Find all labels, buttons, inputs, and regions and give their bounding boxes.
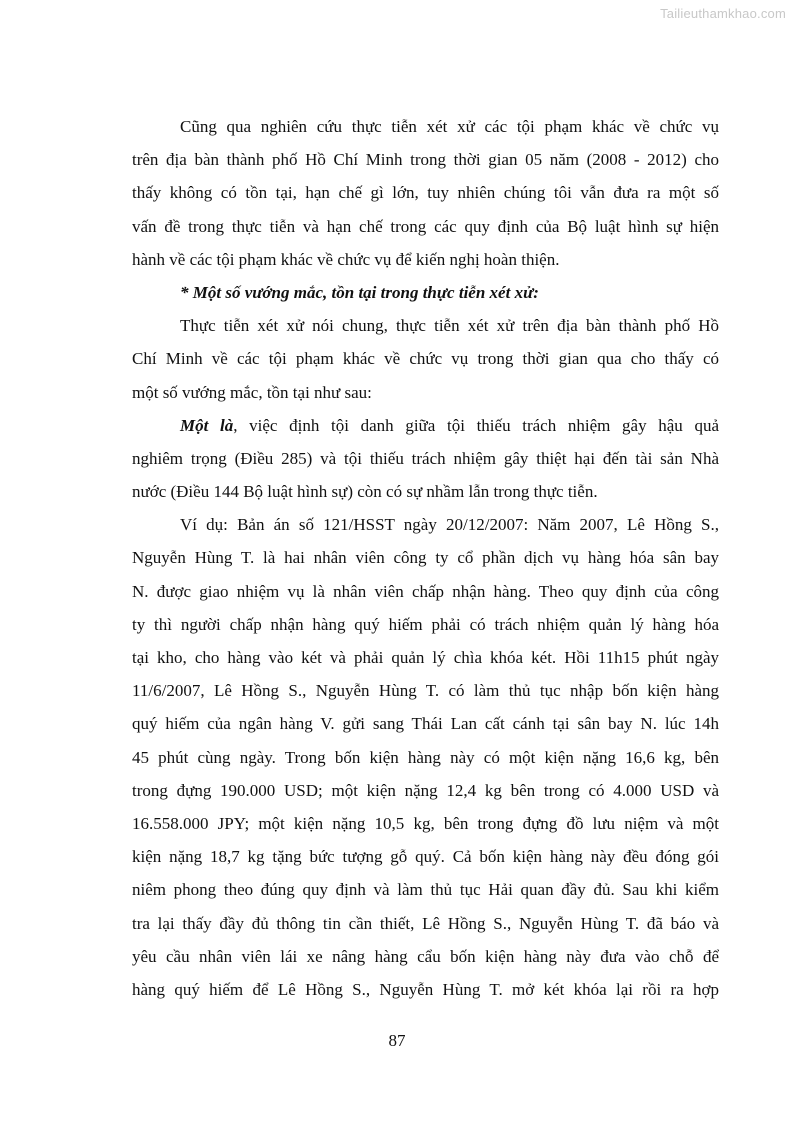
section-heading-text: * Một số vướng mắc, tồn tại trong thực tiễn xét xử: xyxy=(180,282,539,302)
paragraph-example xyxy=(132,508,719,1006)
text-line: Cũng qua nghiên cứu thực tiễn xét xử các tội phạm khác về chức vụ xyxy=(180,117,719,136)
text-line: một số vướng mắc, tồn tại như sau: xyxy=(132,382,372,402)
text-line: 45 phút cùng ngày. Trong bốn kiện hàng này có một kiện nặng 16,6 kg, bên xyxy=(132,747,719,767)
text-line: tra lại thấy đầy đủ thông tin cần thiết, Lê Hồng S., Nguyễn Hùng T. đã báo và xyxy=(132,913,719,933)
text-line: nước (Điều 144 Bộ luật hình sự) còn có sự nhầm lẫn trong thực tiễn. xyxy=(132,482,598,502)
text-line: Thực tiễn xét xử nói chung, thực tiễn xét xử trên địa bàn thành phố Hồ xyxy=(180,316,719,336)
text-line: N. được giao nhiệm vụ là nhân viên chấp nhận hàng. Theo quy định của công xyxy=(132,581,719,601)
text-line: 11/6/2007, Lê Hồng S., Nguyễn Hùng T. có làm thủ tục nhập bốn kiện hàng xyxy=(132,681,719,701)
paragraph-intro xyxy=(132,110,719,276)
text-line: vấn đề trong thực tiễn và hạn chế trong các quy định của Bộ luật hình sự hiện xyxy=(132,216,719,236)
text-line: 16.558.000 JPY; một kiện nặng 10,5 kg, bên trong đựng đồ lưu niệm và một xyxy=(132,813,719,833)
text-line: hành về các tội phạm khác về chức vụ để kiến nghị hoàn thiện. xyxy=(132,249,560,269)
text-line xyxy=(132,409,719,442)
text-line: Nguyễn Hùng T. là hai nhân viên công ty cổ phần dịch vụ hàng hóa sân bay xyxy=(132,548,719,568)
paragraph-first-issue xyxy=(132,409,719,509)
text-line: ty thì người chấp nhận hàng quý hiếm phải có trách nhiệm quản lý hàng hóa xyxy=(132,614,719,634)
text-line: Ví dụ: Bản án số 121/HSST ngày 20/12/2007: Năm 2007, Lê Hồng S., xyxy=(180,515,719,535)
text-line: quý hiếm của ngân hàng V. gửi sang Thái Lan cất cánh tại sân bay N. lúc 14h xyxy=(132,714,719,734)
watermark: Tailieuthamkhao.com xyxy=(660,6,786,21)
paragraph-practice xyxy=(132,309,719,409)
text-line: Chí Minh về các tội phạm khác về chức vụ trong thời gian qua cho thấy có xyxy=(132,349,719,369)
page-number: 87 xyxy=(388,1031,406,1050)
text-line: tại kho, cho hàng vào két và phải quản lý chìa khóa két. Hồi 11h15 phút ngày xyxy=(132,648,719,667)
document-body xyxy=(132,110,719,1006)
lead-continuation: , việc định tội danh giữa tội thiếu trách nhiệm gây hậu quả xyxy=(233,415,719,435)
text-line: nghiêm trọng (Điều 285) và tội thiếu trách nhiệm gây thiệt hại đến tài sản Nhà xyxy=(132,448,719,468)
text-line: thấy không có tồn tại, hạn chế gì lớn, tuy nhiên chúng tôi vẫn đưa ra một số xyxy=(132,183,719,203)
text-line: trên địa bàn thành phố Hồ Chí Minh trong thời gian 05 năm (2008 - 2012) cho xyxy=(132,150,719,170)
text-line: trong đựng 190.000 USD; một kiện nặng 12,4 kg bên trong có 4.000 USD và xyxy=(132,780,719,800)
text-line: hàng quý hiếm để Lê Hồng S., Nguyễn Hùng T. mở két khóa lại rồi ra hợp xyxy=(132,979,719,999)
text-line: kiện nặng 18,7 kg tặng bức tượng gỗ quý. Cả bốn kiện hàng này đều đóng gói xyxy=(132,847,719,867)
text-line: yêu cầu nhân viên lái xe nâng hàng cẩu bốn kiện hàng này đưa vào chỗ để xyxy=(132,946,719,966)
lead-phrase: Một là xyxy=(180,415,234,435)
text-line: niêm phong theo đúng quy định và làm thủ tục Hải quan đầy đủ. Sau khi kiểm xyxy=(132,880,719,900)
section-heading xyxy=(132,276,719,309)
